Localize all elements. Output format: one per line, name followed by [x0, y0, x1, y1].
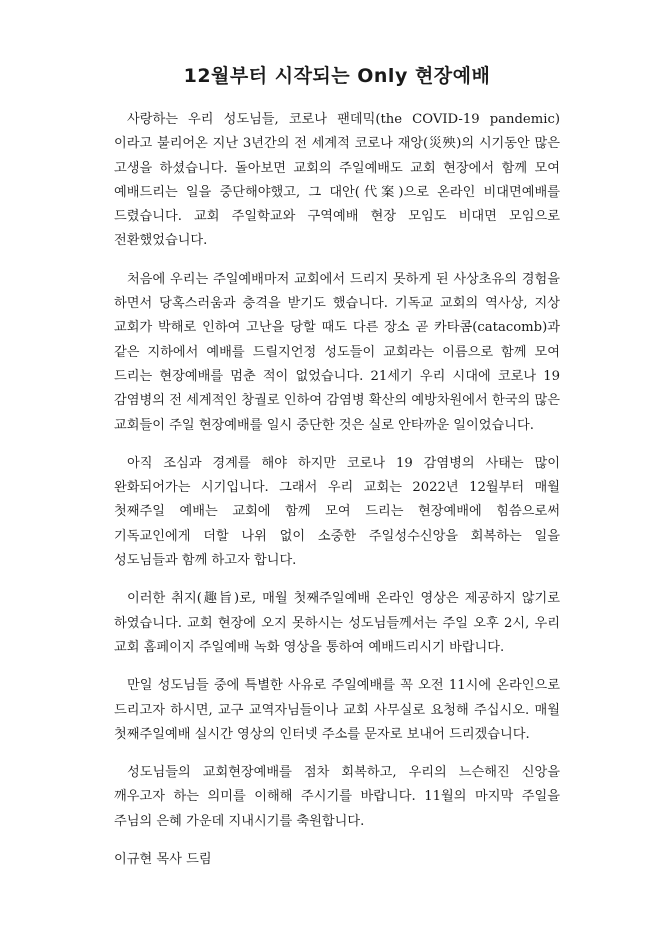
document-title: 12월부터 시작되는 Only 현장예배	[183, 65, 491, 87]
paragraph-6: 성도님들의 교회현장예배를 점차 회복하고, 우리의 느슨해진 신앙을 깨우고자 하는 의미를 이해해 주시기를 바랍니다. 11월의 마지막 주일을 주님의 은혜 가운데 지내시기를 축원합니다.	[114, 765, 560, 829]
signature: 이규현 목사 드림	[114, 852, 212, 868]
paragraph-1: 사랑하는 우리 성도님들, 코로나 팬데믹(the COVID-19 pandemic)이라고 불리어온 지난 3년간의 전 세계적 코로나 재앙(災殃)의 시기동안 많은 고생을 하셨습니다. 돌아보면 교회의 주일예배도 교회 현장에서 함께 모여 예배드리는 일을 중단해야했고, 그 대안(代案)으로 온라인 비대면예배를 드렸습니다. 교회 주일학교와 구역예배 현장 모임도 비대면 모임으로 전환했었습니다.	[114, 112, 560, 249]
paragraph-2: 처음에 우리는 주일예배마저 교회에서 드리지 못하게 된 사상초유의 경험을 하면서 당혹스러움과 충격을 받기도 했습니다. 기독교 교회의 역사상, 지상 교회가 박해로 인하여 고난을 당할 때도 다른 장소 곧 카타콤(catacomb)과 같은 지하에서 예배를 드릴지언정 성도들이 교회라는 이름으로 함께 모여 드리는 현장예배를 멈춘 적이 없었습니다. 21세기 우리 시대에 코로나 19 감염병의 전 세계적인 창궐로 인하여 감염병 확산의 예방차원에서 한국의 많은 교회들이 주일 현장예배를 일시 중단한 것은 실로 안타까운 일이었습니다.	[114, 271, 560, 433]
paragraph-3: 아직 조심과 경계를 해야 하지만 코로나 19 감염병의 사태는 많이 완화되어가는 시기입니다. 그래서 우리 교회는 2022년 12월부터 매월 첫째주일 예배는 교회에 함께 모여 드리는 현장예배에 힘씀으로써 기독교인에게 더할 나위 없이 소중한 주일성수신앙을 회복하는 일을 성도님들과 함께 하고자 합니다.	[114, 455, 560, 569]
paragraph-5: 만일 성도님들 중에 특별한 사유로 주일예배를 꼭 오전 11시에 온라인으로 드리고자 하시면, 교구 교역자님들이나 교회 사무실로 요청해 주십시오. 매월 첫째주일예배 실시간 영상의 인터넷 주소를 문자로 보내어 드리겠습니다.	[114, 678, 560, 742]
paragraph-4: 이러한 취지(趣旨)로, 매월 첫째주일예배 온라인 영상은 제공하지 않기로 하였습니다. 교회 현장에 오지 못하시는 성도님들께서는 주일 오후 2시, 우리 교회 홈페이지 주일예배 녹화 영상을 통하여 예배드리시기 바랍니다.	[114, 591, 560, 655]
